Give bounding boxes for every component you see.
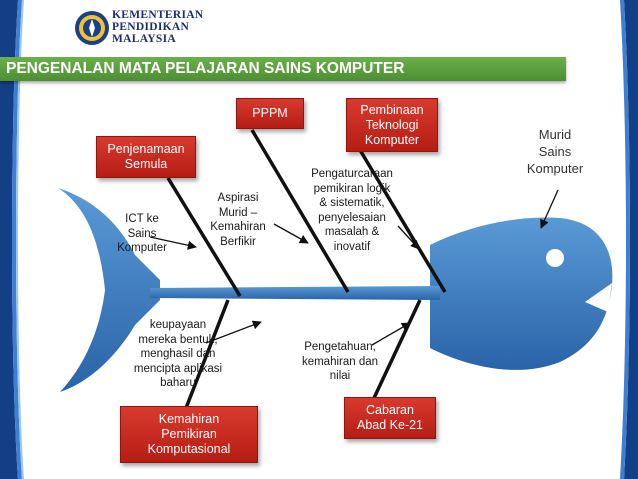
label-pengaturcaraan bbox=[300, 167, 404, 254]
label-ict-line-3: Komputer bbox=[117, 242, 167, 254]
label-ict bbox=[114, 212, 170, 256]
box-pembinaan bbox=[346, 98, 438, 152]
box-pembinaan-line-2: Teknologi bbox=[365, 117, 419, 132]
box-penjenamaan-line-1: Penjenamaan bbox=[107, 142, 185, 156]
fish-spine bbox=[150, 286, 440, 300]
box-kemahiran bbox=[120, 406, 258, 463]
title-banner: PENGENALAN MATA PELAJARAN SAINS KOMPUTER bbox=[0, 57, 566, 81]
label-pengaturcaraan-line-3: & sistematik, bbox=[319, 197, 385, 209]
label-pengaturcaraan-line-4: penyelesaian bbox=[318, 211, 386, 224]
label-aspirasi-line-3: Kemahiran bbox=[210, 221, 266, 233]
box-pembinaan-line-1: Pembinaan bbox=[360, 102, 424, 117]
box-penjenamaan bbox=[96, 136, 196, 178]
label-aspirasi bbox=[200, 191, 276, 249]
label-pengetahuan-line-2: kemahiran dan bbox=[301, 355, 379, 368]
box-penjenamaan-line-2: Semula bbox=[124, 157, 168, 171]
box-pppm-label: PPPM bbox=[252, 106, 288, 120]
label-murid-line-2: Sains bbox=[538, 144, 572, 159]
logo-line-2: PENDIDIKAN bbox=[112, 21, 190, 33]
box-cabaran-line-2: Abad Ke-21 bbox=[356, 418, 424, 432]
logo-line-1: KEMENTERIAN bbox=[112, 9, 204, 21]
logo-line-3: MALAYSIA bbox=[112, 33, 176, 45]
label-pengetahuan-line-1: Pengetahuan, bbox=[304, 341, 376, 353]
label-keupayaan bbox=[118, 318, 238, 391]
label-aspirasi-line-4: Berfikir bbox=[220, 235, 256, 248]
box-pembinaan-line-3: Komputer bbox=[364, 132, 420, 147]
label-keupayaan-line-4: mencipta aplikasi bbox=[133, 362, 223, 375]
label-murid-line-3: Komputer bbox=[526, 161, 584, 176]
box-cabaran bbox=[344, 397, 436, 439]
label-ict-line-2: Sains bbox=[127, 227, 157, 240]
label-pengaturcaraan-line-5: masalah & bbox=[324, 226, 380, 238]
label-aspirasi-line-2: Murid – bbox=[218, 206, 258, 219]
label-pengaturcaraan-line-2: pemikiran logik bbox=[313, 182, 391, 195]
box-kemahiran-line-2: Pemikiran bbox=[161, 427, 217, 441]
box-kemahiran-line-3: Komputasional bbox=[147, 442, 231, 456]
label-keupayaan-line-1: keupayaan bbox=[149, 319, 207, 331]
label-keupayaan-line-5: baharu bbox=[160, 377, 196, 389]
fish-eye bbox=[546, 249, 564, 267]
label-murid-sains-komputer bbox=[518, 126, 592, 177]
label-pengetahuan-line-3: nilai bbox=[329, 370, 351, 382]
box-kemahiran-line-1: Kemahiran bbox=[158, 412, 220, 426]
label-keupayaan-line-2: mereka bentuk, bbox=[138, 333, 218, 346]
box-pppm bbox=[236, 98, 304, 129]
label-keupayaan-line-3: menghasil dan bbox=[140, 348, 216, 360]
label-pengaturcaraan-line-1: Pengaturcaraan bbox=[311, 168, 393, 180]
fish-head bbox=[430, 217, 612, 369]
label-aspirasi-line-1: Aspirasi bbox=[217, 192, 259, 204]
label-murid-line-1: Murid bbox=[538, 127, 572, 142]
label-pengetahuan bbox=[291, 340, 389, 384]
box-cabaran-line-1: Cabaran bbox=[366, 403, 414, 417]
label-pengaturcaraan-line-6: inovatif bbox=[333, 240, 371, 253]
label-ict-line-1: ICT ke bbox=[125, 213, 159, 225]
